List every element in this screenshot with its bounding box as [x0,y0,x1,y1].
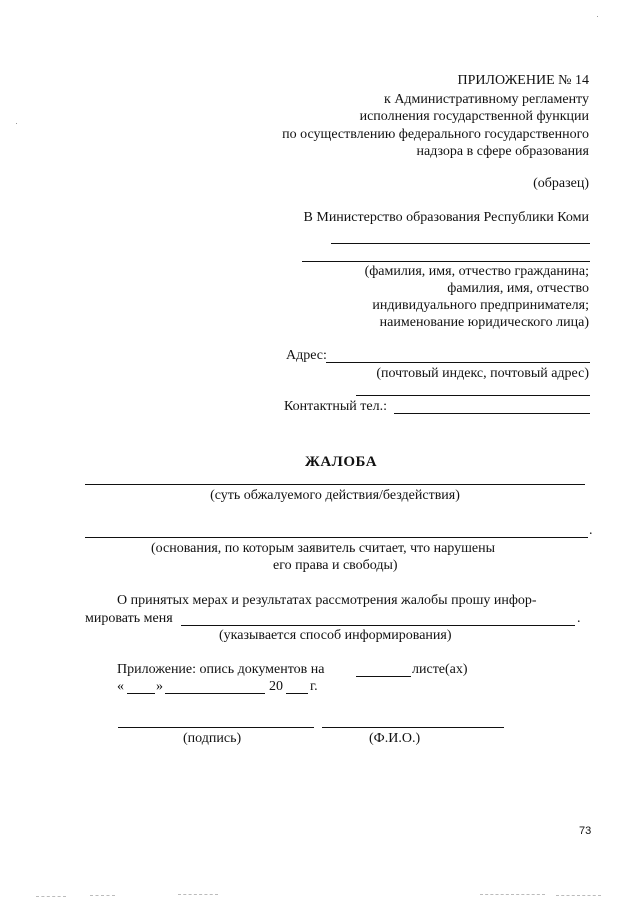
grounds-hint-1: (основания, по которым заявитель считает, что нарушены [151,541,496,556]
address-hint: (почтовый индекс, почтовый адрес) [376,366,589,381]
date-open-quote: « [117,679,124,694]
scan-speck [16,123,17,124]
fio-blank-line [322,727,504,728]
essence-hint: (суть обжалуемого действия/бездействия) [210,488,460,503]
signature-hint: (подпись) [183,731,242,746]
appendix-number: ПРИЛОЖЕНИЕ № 14 [457,73,589,88]
scan-speck [597,16,598,17]
attachment-sheets-blank-line [356,676,411,677]
grounds-blank-line [85,537,588,538]
regulation-line-2: исполнения государственной функции [359,109,589,124]
request-line-2: мировать меня [85,611,173,626]
inform-method-blank-line [181,625,575,626]
grounds-period: . [589,523,593,538]
scan-edge-mark [36,896,66,897]
scan-edge-mark [556,895,601,896]
complaint-title: ЖАЛОБА [305,454,378,470]
request-period: . [577,611,581,626]
signature-blank-line [118,727,314,728]
address-blank-line-2 [356,395,590,396]
date-day-blank-line [127,693,155,694]
scan-edge-mark [480,894,545,895]
phone-blank-line [394,413,590,414]
phone-label: Контактный тел.: [284,399,387,414]
recipient-blank-line-1 [331,243,590,244]
applicant-hint-4: наименование юридического лица) [379,315,589,330]
recipient-blank-line-2 [302,261,590,262]
page-number: 73 [579,825,592,837]
fio-hint: (Ф.И.О.) [369,731,421,746]
address-blank-line [326,362,590,363]
applicant-hint-2: фамилия, имя, отчество [447,281,589,296]
recipient-ministry: В Министерство образования Республики Коми [303,210,589,225]
applicant-hint-1: (фамилия, имя, отчество гражданина; [364,264,589,279]
essence-blank-line [85,484,585,485]
regulation-line-3: по осуществлению федерального государственного [282,127,589,142]
applicant-hint-3: индивидуального предпринимателя; [372,298,589,313]
request-line-1: О принятых мерах и результатах рассмотрения жалобы прошу инфор- [117,593,537,608]
date-year-blank-line [286,693,308,694]
date-year-prefix: 20 [269,679,283,694]
date-close-quote: » [156,679,163,694]
attachment-sheets-label: листе(ах) [412,662,468,677]
sample-label: (образец) [533,176,589,191]
date-year-suffix: г. [310,679,318,694]
attachment-label: Приложение: опись документов на [117,662,325,677]
regulation-line-1: к Административному регламенту [384,92,589,107]
regulation-line-4: надзора в сфере образования [416,144,589,159]
address-label: Адрес: [286,348,327,363]
inform-method-hint: (указывается способ информирования) [219,628,452,643]
scan-edge-mark [178,894,218,895]
scan-edge-mark [90,895,115,896]
date-month-blank-line [165,693,265,694]
grounds-hint-2: его права и свободы) [273,558,398,573]
